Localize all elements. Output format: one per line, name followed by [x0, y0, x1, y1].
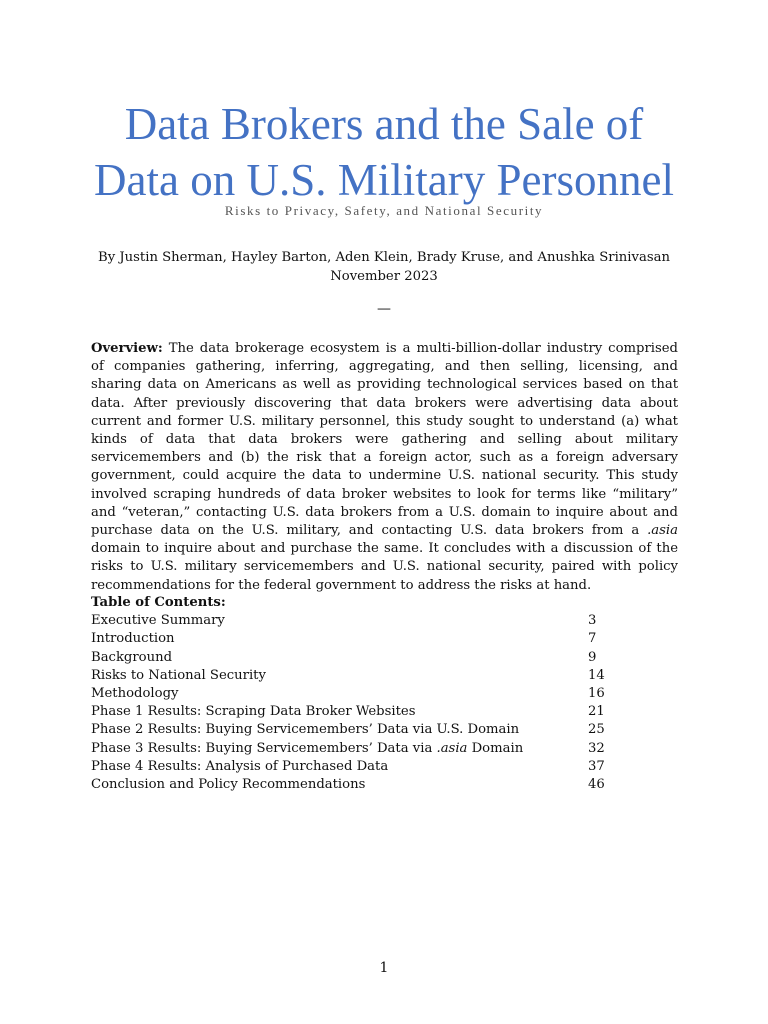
- toc-item-label: Risks to National Security: [91, 667, 266, 683]
- toc-item-page: 21: [588, 704, 605, 720]
- toc-item-page: 14: [588, 667, 605, 683]
- toc-item-phase-1[interactable]: [91, 703, 611, 721]
- toc-item-page: 7: [588, 631, 597, 647]
- toc-item-label: Introduction: [91, 631, 175, 647]
- title-line-1: Data Brokers and the Sale of: [124, 99, 644, 149]
- toc-item-page: 3: [588, 613, 597, 629]
- toc-item-page: 37: [588, 758, 605, 774]
- title-line-2: Data on U.S. Military Personnel: [94, 155, 674, 205]
- overview-text-part1: The data brokerage ecosystem is a multi-billion-dollar industry comprised of companies gathering, inferring, aggregating, and then selling, licensing, and sharing data on Americans as well as providing technological services based on that data. After previously discovering that data brokers were advertising data about current and former U.S. military personnel, this study sought to understand (a) what kinds of data that data brokers were gathering and selling about military servicemembers and (b) the risk that a foreign actor, such as a foreign adversary government, could acquire the data to undermine U.S. national security. This study involved scraping hundreds of data broker websites to look for terms like “military” and “veteran,” contacting U.S. data brokers from a U.S. domain to inquire about and purchase data on the U.S. military, and contacting U.S. data brokers from a: [91, 341, 678, 539]
- toc-item-label-before: Phase 3 Results: Buying Servicemembers’ Data via: [91, 740, 437, 756]
- toc-item-label: Executive Summary: [91, 613, 225, 629]
- authors-line: By Justin Sherman, Hayley Barton, Aden Klein, Brady Kruse, and Anushka Srinivasan: [98, 250, 670, 265]
- toc-item-label: Methodology: [91, 685, 179, 701]
- toc-item-label: Phase 1 Results: Scraping Data Broker Websites: [91, 704, 416, 720]
- toc-item-methodology[interactable]: [91, 685, 611, 703]
- toc-item-executive-summary[interactable]: [91, 612, 611, 630]
- toc-item-label: Phase 4 Results: Analysis of Purchased Data: [91, 758, 389, 774]
- section-divider: —: [377, 301, 391, 317]
- page-number: 1: [379, 960, 389, 976]
- toc-item-page: 46: [588, 776, 605, 792]
- document-title: [40, 96, 728, 208]
- document-subtitle: Risks to Privacy, Safety, and National Security: [224, 203, 544, 218]
- toc-item-phase-4[interactable]: [91, 758, 611, 776]
- toc-heading: Table of Contents:: [91, 595, 226, 610]
- toc-item-background[interactable]: [91, 649, 611, 667]
- toc-item-label: Background: [91, 649, 173, 665]
- toc-item-label-italic: .asia: [436, 740, 468, 756]
- overview-label: Overview:: [91, 341, 163, 356]
- overview-text-italic: .asia: [647, 523, 678, 539]
- toc-item-phase-2[interactable]: [91, 721, 611, 739]
- publication-date: November 2023: [330, 269, 438, 284]
- toc-item-label-after: Domain: [467, 740, 524, 756]
- toc-item-page: 32: [588, 740, 605, 756]
- toc-item-label: [91, 740, 523, 758]
- toc-item-phase-3[interactable]: [91, 740, 611, 758]
- toc-item-conclusion[interactable]: [91, 776, 611, 794]
- overview-text-part2: domain to inquire about and purchase the same. It concludes with a discussion of the risks to U.S. military servicemembers and U.S. national security, paired with policy recommendations for the federal government to address the risks at hand.: [91, 541, 678, 593]
- toc-item-page: 25: [588, 722, 605, 738]
- toc-item-page: 16: [588, 685, 605, 701]
- byline: [40, 248, 728, 286]
- toc-item-label: Phase 2 Results: Buying Servicemembers’ Data via U.S. Domain: [91, 722, 520, 738]
- toc-item-label: Conclusion and Policy Recommendations: [91, 776, 366, 792]
- toc-item-page: 9: [588, 649, 597, 665]
- toc-item-risks[interactable]: [91, 667, 611, 685]
- table-of-contents: [91, 594, 611, 794]
- toc-item-introduction[interactable]: [91, 630, 611, 648]
- overview-paragraph: [91, 340, 678, 595]
